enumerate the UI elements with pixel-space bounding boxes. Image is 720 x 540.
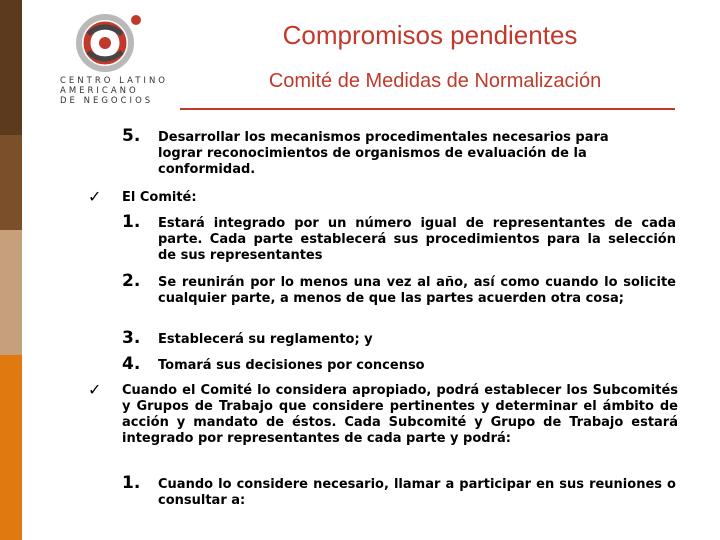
sub-item-number: 3. [122,328,141,348]
sub-item-text: Establecerá su reglamento; y [158,332,373,347]
bullet-text: Cuando el Comité lo considera apropiado, podrá establecer los Subcomités y Grupos de Trabajo que considere pertinentes y determinar el ámbito de acción y mandato de éstos. Cada Subcomité y Grupo de Trabajo estará integrado por representantes de cada parte y podrá: [122,383,678,446]
logo-text-line2: AMERICANO [60,86,139,96]
checkmark-icon: ✓ [88,380,102,399]
page-subtitle: Comité de Medidas de Normalización [268,70,602,92]
side-bar-dark-brown [0,0,22,135]
logo-text-line3: DE NEGOCIOS [60,96,154,106]
item-number: 5. [122,126,141,146]
item-text: Desarrollar los mecanismos procedimentales necesarios para lograr reconocimientos de organismos de evaluación de la conformidad. [158,130,609,177]
side-bar-brown [0,135,22,230]
sub-item-number: 2. [122,271,141,291]
logo [38,12,178,107]
sub-item-number: 4. [122,354,141,374]
side-bar-orange [0,355,22,540]
sub-item-text: Cuando lo considere necesario, llamar a participar en sus reuniones o consultar a: [158,477,676,508]
side-bar-tan [0,230,22,355]
sub-item-number: 1. [122,212,141,232]
sub-item-number: 1. [122,473,141,493]
bullet-text: El Comité: [122,190,197,205]
page-title: Compromisos pendientes [282,20,578,50]
sub-item-text: Estará integrado por un número igual de representantes de cada parte. Cada parte establecerá sus procedimientos para la selección de sus representantes [158,216,676,263]
logo-emblem-icon [58,12,153,74]
logo-text-line1: CENTRO LATINO [60,76,168,86]
sub-item-text: Se reunirán por lo menos una vez al año, así como cuando lo solicite cualquier parte, a menos de que las partes acuerden otra cosa; [158,275,676,306]
title-divider [180,108,675,110]
checkmark-icon: ✓ [88,187,102,206]
sub-item-text: Tomará sus decisiones por concenso [158,358,425,373]
